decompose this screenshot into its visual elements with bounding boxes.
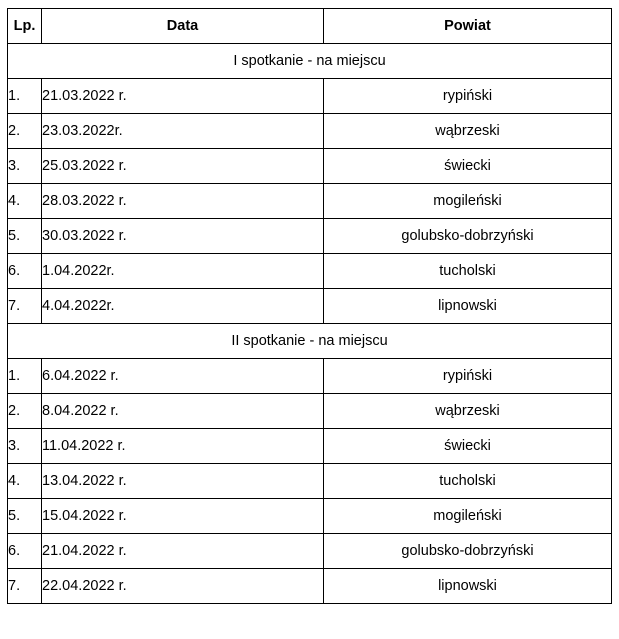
row-lp: 1. (8, 359, 42, 394)
table-row (8, 289, 612, 324)
row-lp: 4. (8, 464, 42, 499)
row-date: 28.03.2022 r. (42, 184, 324, 219)
row-district: mogileński (324, 184, 612, 219)
row-lp: 7. (8, 289, 42, 324)
row-district: golubsko-dobrzyński (324, 219, 612, 254)
table-row (8, 499, 612, 534)
row-district: świecki (324, 429, 612, 464)
table-row (8, 149, 612, 184)
header-district: Powiat (324, 9, 612, 44)
row-lp: 3. (8, 149, 42, 184)
row-date: 15.04.2022 r. (42, 499, 324, 534)
row-date: 21.03.2022 r. (42, 79, 324, 114)
row-date: 25.03.2022 r. (42, 149, 324, 184)
section-row (8, 44, 612, 79)
row-date: 4.04.2022r. (42, 289, 324, 324)
row-lp: 2. (8, 394, 42, 429)
header-lp: Lp. (8, 9, 42, 44)
table-row (8, 569, 612, 604)
row-lp: 5. (8, 499, 42, 534)
row-lp: 4. (8, 184, 42, 219)
table-row (8, 534, 612, 569)
row-district: wąbrzeski (324, 394, 612, 429)
row-district: tucholski (324, 464, 612, 499)
row-district: lipnowski (324, 569, 612, 604)
section-title: II spotkanie - na miejscu (8, 324, 612, 359)
row-lp: 3. (8, 429, 42, 464)
row-district: mogileński (324, 499, 612, 534)
row-date: 23.03.2022r. (42, 114, 324, 149)
row-district: golubsko-dobrzyński (324, 534, 612, 569)
table-row (8, 184, 612, 219)
row-date: 21.04.2022 r. (42, 534, 324, 569)
table-row (8, 464, 612, 499)
row-lp: 6. (8, 534, 42, 569)
row-date: 1.04.2022r. (42, 254, 324, 289)
row-district: lipnowski (324, 289, 612, 324)
table-row (8, 359, 612, 394)
row-district: wąbrzeski (324, 114, 612, 149)
section-title: I spotkanie - na miejscu (8, 44, 612, 79)
table-row (8, 79, 612, 114)
row-date: 30.03.2022 r. (42, 219, 324, 254)
table-row (8, 254, 612, 289)
table-body (8, 44, 612, 604)
row-date: 22.04.2022 r. (42, 569, 324, 604)
row-lp: 5. (8, 219, 42, 254)
section-row (8, 324, 612, 359)
row-lp: 7. (8, 569, 42, 604)
table-row (8, 394, 612, 429)
table-row (8, 219, 612, 254)
table-row (8, 429, 612, 464)
row-lp: 6. (8, 254, 42, 289)
row-district: tucholski (324, 254, 612, 289)
row-district: rypiński (324, 359, 612, 394)
table-row (8, 114, 612, 149)
row-date: 11.04.2022 r. (42, 429, 324, 464)
row-lp: 2. (8, 114, 42, 149)
schedule-table (7, 8, 612, 604)
header-row (8, 9, 612, 44)
row-date: 13.04.2022 r. (42, 464, 324, 499)
row-date: 6.04.2022 r. (42, 359, 324, 394)
row-date: 8.04.2022 r. (42, 394, 324, 429)
row-district: świecki (324, 149, 612, 184)
row-district: rypiński (324, 79, 612, 114)
header-date: Data (42, 9, 324, 44)
row-lp: 1. (8, 79, 42, 114)
